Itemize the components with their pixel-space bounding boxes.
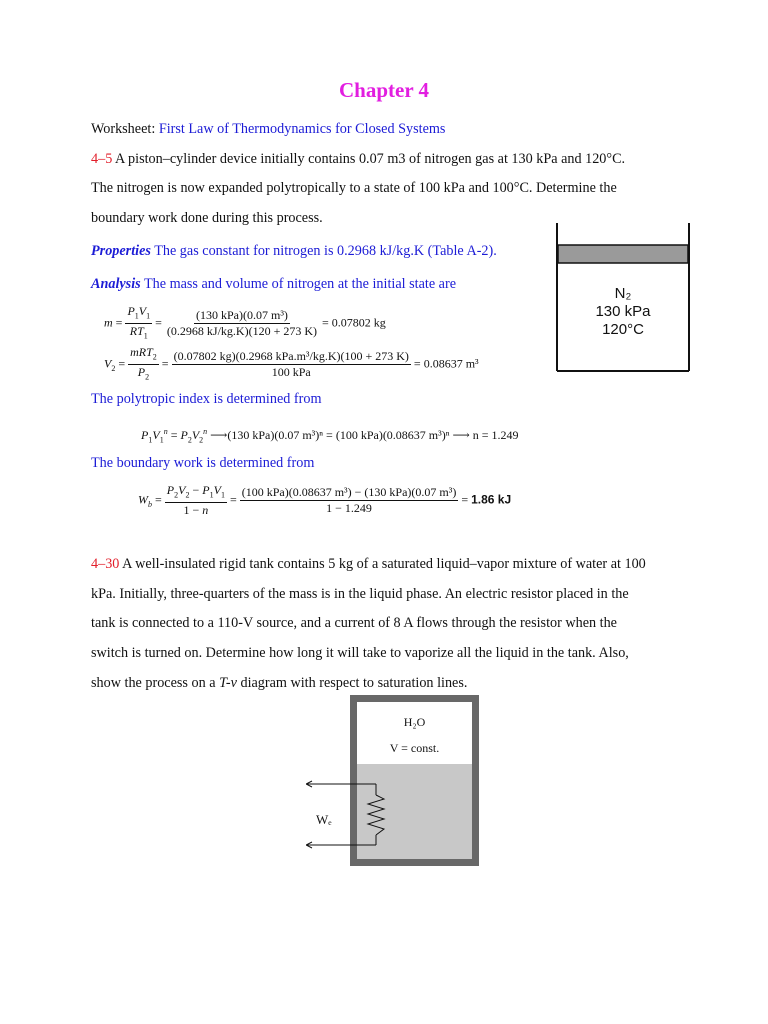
polytropic-line: The polytropic index is determined from (91, 391, 322, 407)
substance-label: H₂O (403, 715, 426, 729)
equation-polytropic-index: $P_1V_1^n = P_2V_2^n$ ⟶(130 kPa)(0.07 m³)ⁿ = (100 kPa)(0.08637 m³)ⁿ ⟶ n = 1.249 (141, 427, 519, 445)
boundary-line: The boundary work is determined from (91, 455, 315, 471)
piston (558, 245, 688, 263)
worksheet-topic: First Law of Thermodynamics for Closed Systems (158, 121, 446, 137)
problem-4-30-line-5: show the process on a T-v diagram with respect to saturation lines. (91, 675, 468, 691)
temperature-label: 120°C (602, 321, 644, 338)
rigid-tank-diagram (306, 695, 481, 867)
problem-4-30-line-4: switch is turned on. Determine how long it will take to vaporize all the liquid in the tank. Also, (91, 645, 629, 661)
gas-label: N₂ (614, 285, 632, 302)
analysis-label: Analysis (91, 276, 141, 292)
worksheet-line (91, 121, 445, 138)
equation-mass: m = $\frac{P_1V_1}{RT_1}$ = $\frac{\text{(130 kPa)(0.07 m³)}}{(0.2968 kJ/kg.K)(120 + 273 K)}$ = 0.07802 kg (104, 304, 386, 341)
equation-boundary-work: $W_b$ = $\frac{P_2V_2 - P_1V_1}{1 - n}$ = $\frac{\text{(100 kPa)(0.08637 m³) − (130 kPa)(0.07 m³)}}{1 - 1.249}$ = 1.86 kJ (138, 483, 512, 518)
properties-line: Properties The gas constant for nitrogen is 0.2968 kJ/kg.K (Table A-2). (91, 243, 497, 259)
problem-4-5-line-3: boundary work done during this process. (91, 210, 323, 226)
problem-4-30-line-3: tank is connected to a 110-V source, and a current of 8 A flows through the resistor when the (91, 615, 617, 631)
problem-number: 4–30 (91, 556, 120, 572)
properties-label: Properties (91, 243, 151, 259)
analysis-line: Analysis The mass and volume of nitrogen at the initial state are (91, 276, 456, 292)
piston-cylinder-diagram (555, 223, 691, 373)
pressure-label: 130 kPa (595, 303, 651, 320)
equation-volume: $V_2$ = $\frac{mRT_2}{P_2}$ = $\frac{\text{(0.07802 kg)(0.2968 kPa.m³/kg.K)(100 + 273 K)}}{\text{100 kPa}}$ = 0.08637 m³ (104, 345, 479, 382)
volume-label: V = const. (389, 741, 440, 755)
work-label: Wₑ (316, 812, 332, 827)
boundary-work-result: 1.86 kJ (471, 492, 512, 507)
problem-4-30-line-1: 4–30 A well-insulated rigid tank contains 5 kg of a saturated liquid–vapor mixture of water at 100 (91, 556, 646, 572)
problem-4-5-line-1: 4–5 A piston–cylinder device initially contains 0.07 m3 of nitrogen gas at 130 kPa and 120°C. (91, 151, 626, 167)
problem-number: 4–5 (91, 151, 113, 167)
page-title: Chapter 4 (338, 78, 430, 102)
worksheet-label: Worksheet: (91, 121, 156, 137)
problem-4-30-line-2: kPa. Initially, three-quarters of the mass is in the liquid phase. An electric resistor placed in the (91, 586, 629, 602)
problem-4-5-line-2: The nitrogen is now expanded polytropically to a state of 100 kPa and 100°C. Determine the (91, 180, 617, 196)
